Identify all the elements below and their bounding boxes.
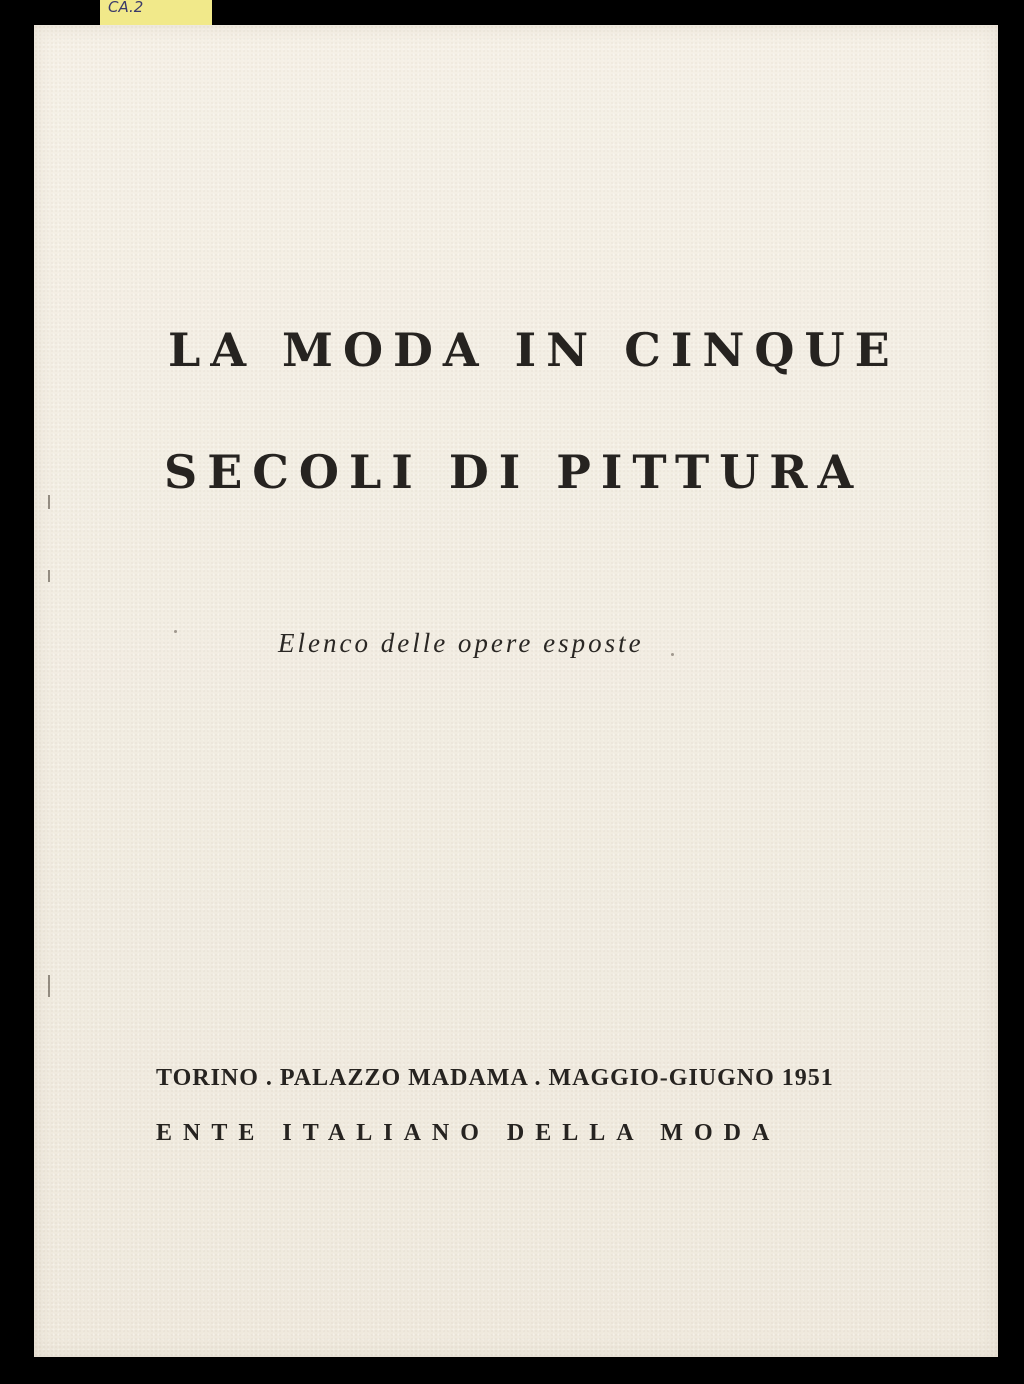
subtitle: Elenco delle opere esposte <box>278 628 644 658</box>
sticker-handwriting: CA.2 <box>108 0 144 16</box>
title-line-1: LA MODA IN CINQUE <box>168 323 900 377</box>
spine-mark <box>48 495 50 509</box>
paper-fleck <box>174 630 177 633</box>
title-line-2: SECOLI DI PITTURA <box>164 445 864 499</box>
venue-date-line: TORINO . PALAZZO MADAMA . MAGGIO-GIUGNO 1951 <box>156 1065 834 1091</box>
booklet-cover <box>34 25 998 1357</box>
publisher-line: ENTE ITALIANO DELLA MODA <box>156 1120 781 1146</box>
spine-mark <box>48 570 50 582</box>
catalog-sticker <box>100 0 212 25</box>
spine-mark <box>48 975 50 997</box>
